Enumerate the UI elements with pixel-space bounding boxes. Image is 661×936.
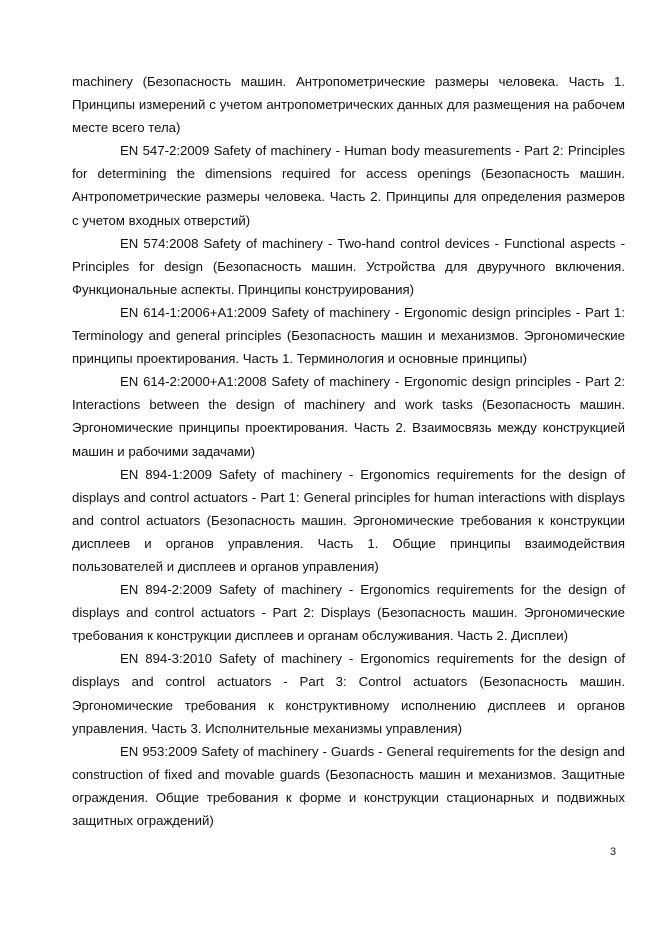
- reference-en-953: EN 953:2009 Safety of machinery - Guards - General requirements for the design and construction of fixed and movable guards (Безопасность машин и механизмов. Защитные ограждения. Общие требования к форме и конструкции стационарных и подвижных защитных ограждений): [72, 743, 625, 828]
- paragraph-continuation: machinery (Безопасность машин. Антропометрические размеры человека. Часть 1. Принципы измерений с учетом антропометрических данных для размещения на рабочем месте всего тела): [72, 74, 625, 136]
- page-number: 3: [610, 846, 617, 858]
- reference-en-894-2: EN 894-2:2009 Safety of machinery - Ergonomics requirements for the design of displays and control actuators - Part 2: Displays (Безопасность машин. Эргономические требования к конструкции дисплеев и органам обслуживания. Часть 2. Дисплеи): [72, 582, 625, 644]
- reference-en-574: EN 574:2008 Safety of machinery - Two-hand control devices - Functional aspects - Principles for design (Безопасность машин. Устройства для двуручного включения. Функциональные аспекты. Принципы конструирования): [72, 235, 625, 297]
- document-page: [72, 70, 625, 832]
- reference-en-614-2: EN 614-2:2000+A1:2008 Safety of machinery - Ergonomic design principles - Part 2: Interactions between the design of machinery and work tasks (Безопасность машин. Эргономические принципы проектирования. Часть 2. Взаимосвязь между конструкцией машин и рабочими задачами): [72, 374, 625, 459]
- reference-en-894-3: EN 894-3:2010 Safety of machinery - Ergonomics requirements for the design of displays and control actuators - Part 3: Control actuators (Безопасность машин. Эргономические требования к конструктивному исполнению дисплеев и органов управления. Часть 3. Исполнительные механизмы управления): [72, 651, 625, 736]
- reference-en-614-1: EN 614-1:2006+A1:2009 Safety of machinery - Ergonomic design principles - Part 1: Terminology and general principles (Безопасность машин и механизмов. Эргономические принципы проектирования. Часть 1. Терминология и основные принципы): [72, 304, 625, 367]
- reference-en-894-1: EN 894-1:2009 Safety of machinery - Ergonomics requirements for the design of displays and control actuators - Part 1: General principles for human interactions with displays and control actuators (Безопасность машин. Эргономические требования к конструкции дисплеев и органов управления. Часть 1. Общие принципы взаимодействия пользователей и дисплеев и органов управления): [72, 466, 625, 574]
- reference-en-547-2: EN 547-2:2009 Safety of machinery - Human body measurements - Part 2: Principles for determining the dimensions required for access openings (Безопасность машин. Антропометрические размеры человека. Часть 2. Принципы для определения размеров с учетом входных отверстий): [72, 143, 625, 228]
